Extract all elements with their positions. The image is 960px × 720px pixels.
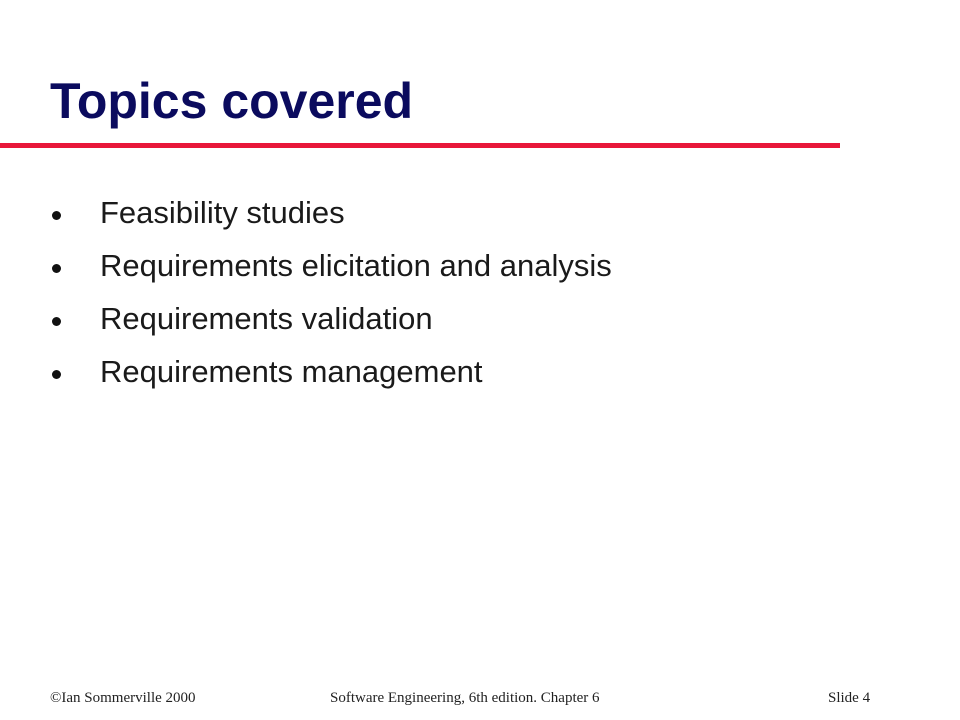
title-underline (0, 143, 840, 148)
bullet-dot-icon (52, 211, 61, 220)
bullet-item (52, 186, 612, 239)
bullet-text: Requirements validation (100, 300, 433, 336)
bullet-text: Requirements management (100, 353, 483, 389)
footer-copyright: ©Ian Sommerville 2000 (50, 690, 196, 706)
footer-book-title: Software Engineering, 6th edition. Chapter 6 (330, 690, 600, 706)
slide-title: Topics covered (50, 73, 414, 129)
bullet-list (52, 186, 612, 398)
bullet-text: Feasibility studies (100, 194, 345, 230)
bullet-dot-icon (52, 264, 61, 273)
bullet-text: Requirements elicitation and analysis (100, 247, 612, 283)
bullet-item (52, 345, 612, 398)
bullet-item (52, 292, 612, 345)
bullet-dot-icon (52, 317, 61, 326)
footer-slide-number: Slide 4 (828, 690, 871, 706)
bullet-dot-icon (52, 370, 61, 379)
bullet-item (52, 239, 612, 292)
